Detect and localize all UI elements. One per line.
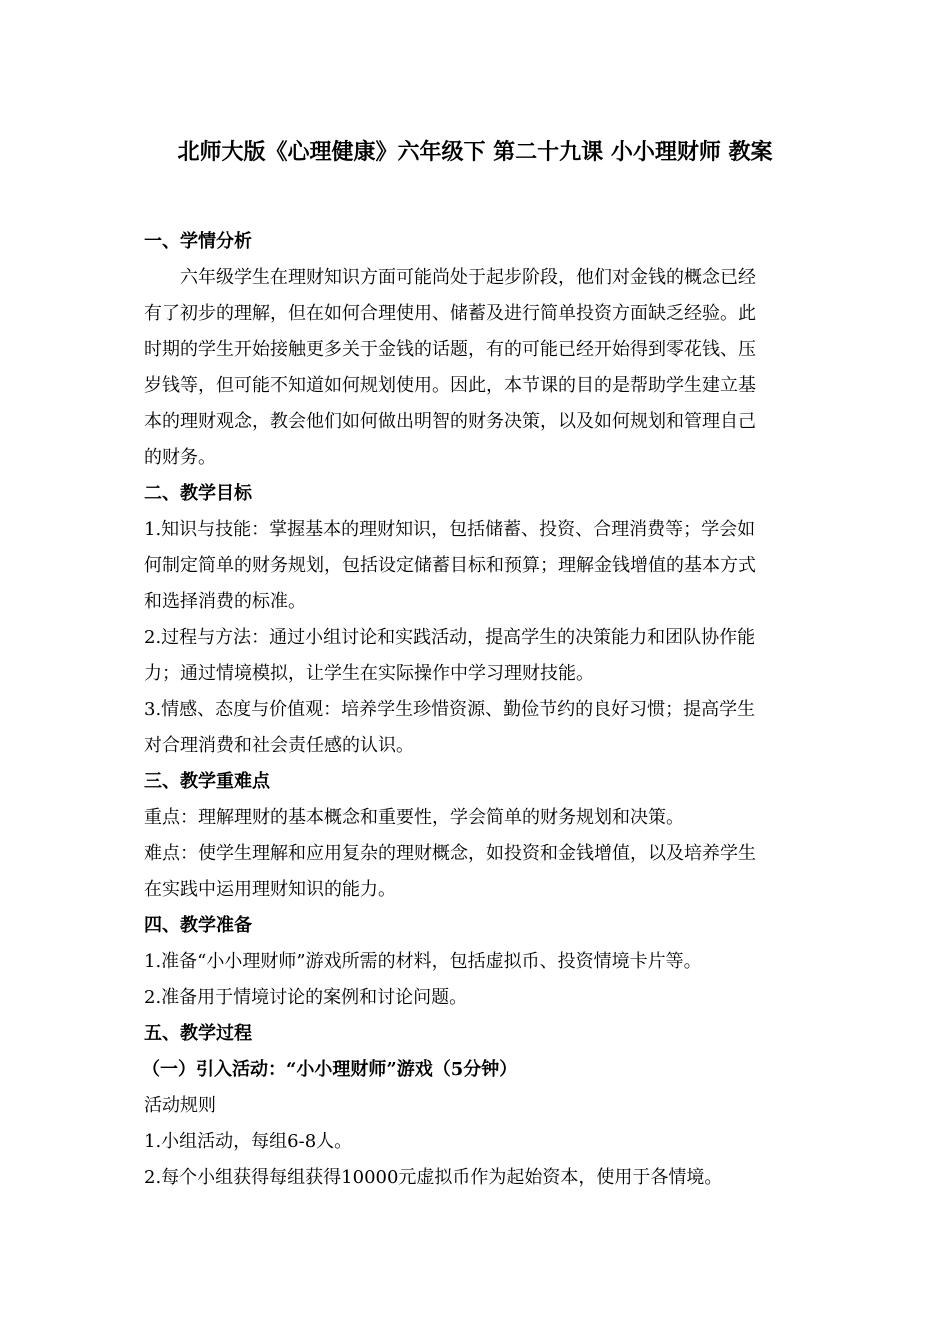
paragraph-line: 在实践中运用理财知识的能力。 (144, 879, 396, 900)
paragraph-line: 1.知识与技能：掌握基本的理财知识，包括储蓄、投资、合理消费等；学会如 (144, 519, 756, 540)
paragraph-line: 3.情感、态度与价值观：培养学生珍惜资源、勤俭节约的良好习惯；提高学生 (144, 699, 756, 720)
paragraph-line: 1.小组活动，每组6-8人。 (144, 1131, 353, 1152)
section-heading-preparation: 四、教学准备 (144, 915, 252, 936)
paragraph-line: 的财务。 (144, 447, 216, 468)
paragraph-line: 时期的学生开始接触更多关于金钱的话题，有的可能已经开始得到零花钱、压 (144, 339, 756, 360)
document-title: 北师大版《心理健康》六年级下 第二十九课 小小理财师 教案 (177, 139, 773, 165)
paragraph-line: 2.准备用于情境讨论的案例和讨论问题。 (144, 987, 468, 1008)
subsection-heading-intro-activity: （一）引入活动：“小小理财师”游戏（5分钟） (142, 1059, 518, 1080)
paragraph-line: 六年级学生在理财知识方面可能尚处于起步阶段，他们对金钱的概念已经 (180, 267, 756, 288)
paragraph-line: 和选择消费的标准。 (144, 591, 306, 612)
section-heading-key-points: 三、教学重难点 (144, 771, 270, 792)
paragraph-line: 2.每个小组获得每组获得10000元虚拟币作为起始资本，使用于各情境。 (144, 1167, 723, 1188)
paragraph-line: 岁钱等，但可能不知道如何规划使用。因此，本节课的目的是帮助学生建立基 (144, 375, 756, 396)
paragraph-line: 活动规则 (144, 1095, 216, 1116)
section-heading-process: 五、教学过程 (144, 1023, 252, 1044)
paragraph-line: 力；通过情境模拟，让学生在实际操作中学习理财技能。 (144, 663, 594, 684)
paragraph-line: 何制定简单的财务规划，包括设定储蓄目标和预算；理解金钱增值的基本方式 (144, 555, 756, 576)
section-heading-analysis: 一、学情分析 (144, 231, 252, 252)
paragraph-line: 难点：使学生理解和应用复杂的理财概念，如投资和金钱增值，以及培养学生 (144, 843, 756, 864)
paragraph-line: 重点：理解理财的基本概念和重要性，学会简单的财务规划和决策。 (144, 807, 684, 828)
paragraph-line: 2.过程与方法：通过小组讨论和实践活动，提高学生的决策能力和团队协作能 (144, 627, 756, 648)
document-body (144, 224, 806, 1196)
paragraph-line: 本的理财观念，教会他们如何做出明智的财务决策，以及如何规划和管理自己 (144, 411, 756, 432)
paragraph-line: 有了初步的理解，但在如何合理使用、储蓄及进行简单投资方面缺乏经验。此 (144, 303, 756, 324)
paragraph-line: 1.准备“小小理财师”游戏所需的材料，包括虚拟币、投资情境卡片等。 (144, 951, 702, 972)
paragraph-line: 对合理消费和社会责任感的认识。 (144, 735, 414, 756)
section-heading-objectives: 二、教学目标 (144, 483, 252, 504)
